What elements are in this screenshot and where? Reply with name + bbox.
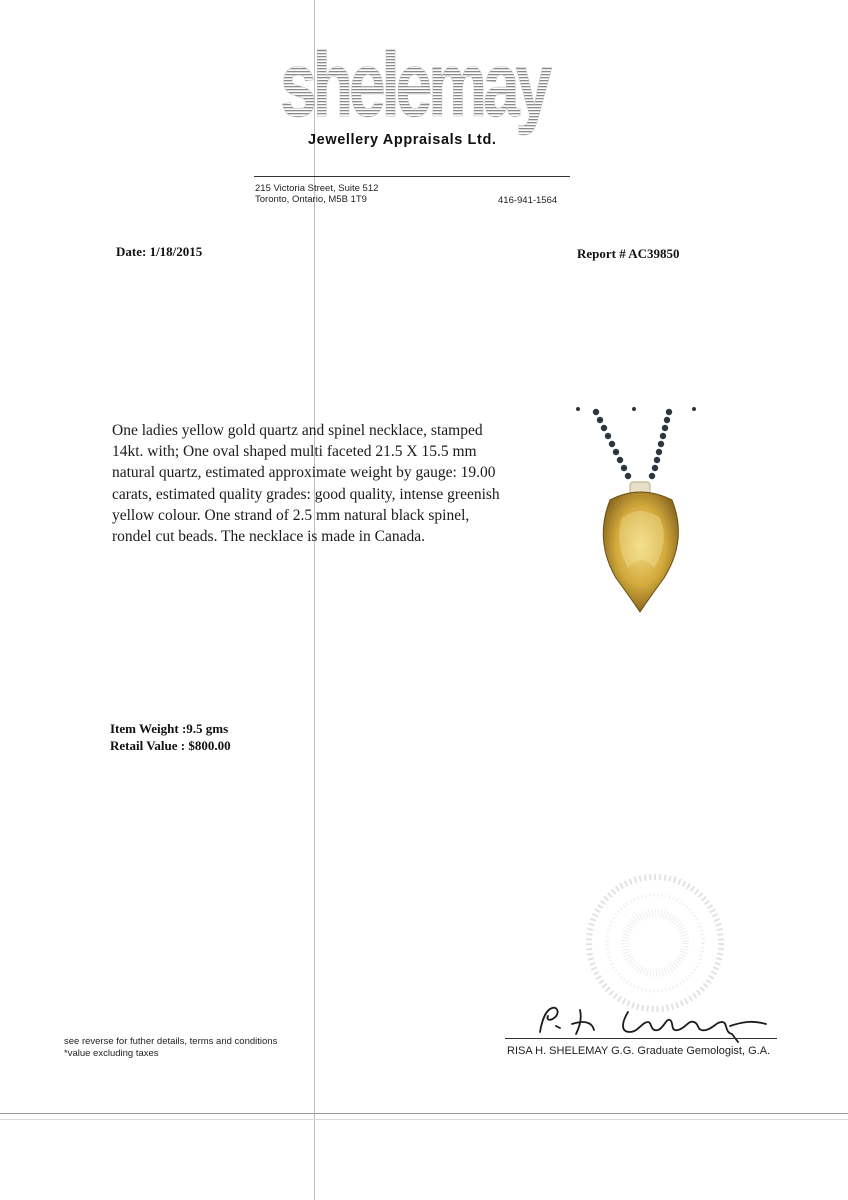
report-date: Date: 1/18/2015 <box>116 244 203 259</box>
report-number: Report # AC39850 <box>577 246 680 261</box>
header-divider <box>254 176 570 177</box>
scan-artifact-vertical-line <box>314 0 315 1200</box>
scan-artifact-horizontal-line <box>0 1113 848 1114</box>
spinel-bead-strand <box>576 407 696 479</box>
signer-credentials: RISA H. SHELEMAY G.G. Graduate Gemologist, G.A. <box>507 1045 771 1057</box>
retail-value: Retail Value : $800.00 <box>110 738 231 753</box>
footer-terms-note: see reverse for futher details, terms and conditions <box>64 1036 278 1047</box>
address-line-1: 215 Victoria Street, Suite 512 <box>255 183 379 194</box>
company-name: Jewellery Appraisals Ltd. <box>308 132 497 148</box>
necklace-photo <box>566 400 712 620</box>
signature-line <box>505 1038 777 1039</box>
address-line-2: Toronto, Ontario, M5B 1T9 <box>255 194 367 205</box>
item-weight: Item Weight :9.5 gms <box>110 721 229 736</box>
scan-artifact-horizontal-line-faint <box>0 1119 848 1120</box>
phone-number: 416-941-1564 <box>498 195 558 206</box>
embossed-seal <box>570 868 740 1018</box>
item-description: One ladies yellow gold quartz and spinel necklace, stamped 14kt. with; One oval shaped multi faceted 21.5 X 15.5 mm natural quartz, estimated approximate weight by gauge: 19.00 carats, estimated quality grades: good quality, intense greenish yellow colour. One strand of 2.5 mm natural black spinel, rondel cut beads. The necklace is made in Canada. <box>112 422 500 546</box>
footer-tax-note: *value excluding taxes <box>64 1048 159 1059</box>
logo-wordmark: shelemay <box>280 34 553 136</box>
handwritten-signature <box>510 1000 780 1042</box>
